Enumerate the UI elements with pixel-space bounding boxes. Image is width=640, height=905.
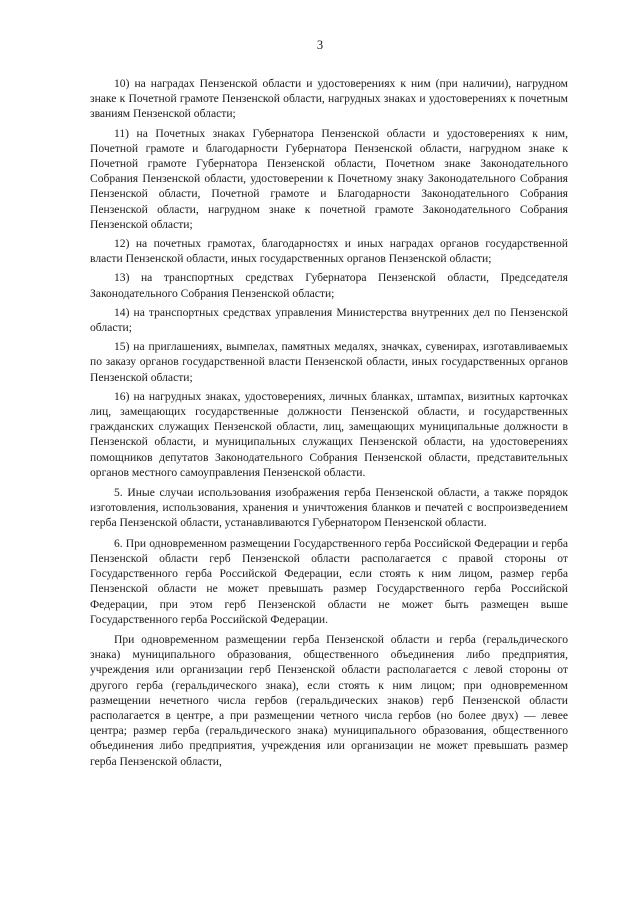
section-6-paragraph: 6. При одновременном размещении Государственного герба Российской Федерации и герба Пензенской области герб Пензенской области располагается с правой стороны от Государственного герба Российской Федерации, если стоять к ним лицом, размер герба Пензенской области не может превышать размер Государственного герба Российской Федерации, при этом герб Пензенской области не может быть размещен выше Государственного герба Российской Федерации.	[90, 536, 568, 626]
list-item-10: 10) на наградах Пензенской области и удостоверениях к ним (при наличии), нагрудном знаке к Почетной грамоте Пензенской области, нагрудных знаках и удостоверениях к почетным званиям Пензенской области;	[90, 77, 568, 121]
list-item-11: 11) на Почетных знаках Губернатора Пензенской области и удостоверениях к ним, Почетной грамоте и благодарности Губернатора Пензенской области, нагрудном знаке к Почетной грамоте Губернатора Пензенской области, Почетном знаке Законодательного Собрания Пензенской области, удостоверении к Почетному знаку Законодательного Собрания Пензенской области, Почетной грамоте и Благодарности Законодательного Собрания Пензенской области, нагрудном знаке к почетной грамоте Законодательного Собрания Пензенской области;	[90, 126, 568, 231]
section-6-continuation-paragraph: При одновременном размещении герба Пензенской области и герба (геральдического знака) муниципального образования, общественного объединения либо предприятия, учреждения или организации герб Пензенской области располагается с левой стороны от другого герба (геральдического знака), если стоять к ним лицом; при одновременном размещении нечетного числа гербов (геральдических знаков) герб Пензенской области располагается в центре, а при размещении четного числа гербов (но более двух) — левее центра; размер герба (геральдического знака) муниципального образования, общественного объединения либо предприятия, учреждения или организации не может превышать размер герба Пензенской области,	[90, 632, 568, 768]
list-item-15: 15) на приглашениях, вымпелах, памятных медалях, значках, сувенирах, изготавливаемых по заказу органов государственной власти Пензенской области, иных государственных органов Пензенской области;	[90, 340, 568, 384]
page-number: 3	[316, 38, 324, 52]
section-5-paragraph: 5. Иные случаи использования изображения герба Пензенской области, а также порядок изготовления, использования, хранения и уничтожения бланков и печатей с воспроизведением герба Пензенской области, устанавливаются Губернатором Пензенской области.	[90, 486, 568, 530]
list-item-16: 16) на нагрудных знаках, удостоверениях, личных бланках, штампах, визитных карточках лиц, замещающих государственные должности Пензенской области, и государственных гражданских служащих Пензенской области, лиц, замещающих муниципальные должности в Пензенской области, и муниципальных служащих Пензенской области, на удостоверениях помощников депутатов Законодательного Собрания Пензенской области, представительных органов местного самоуправления Пензенской области.	[90, 389, 568, 479]
document-body	[90, 76, 568, 769]
list-item-13: 13) на транспортных средствах Губернатора Пензенской области, Председателя Законодательного Собрания Пензенской области;	[90, 271, 568, 300]
list-item-14: 14) на транспортных средствах управления Министерства внутренних дел по Пензенской области;	[90, 305, 568, 335]
list-item-12: 12) на почетных грамотах, благодарностях и иных наградах органов государственной власти Пензенской области, иных государственных органов Пензенской области;	[90, 237, 568, 266]
